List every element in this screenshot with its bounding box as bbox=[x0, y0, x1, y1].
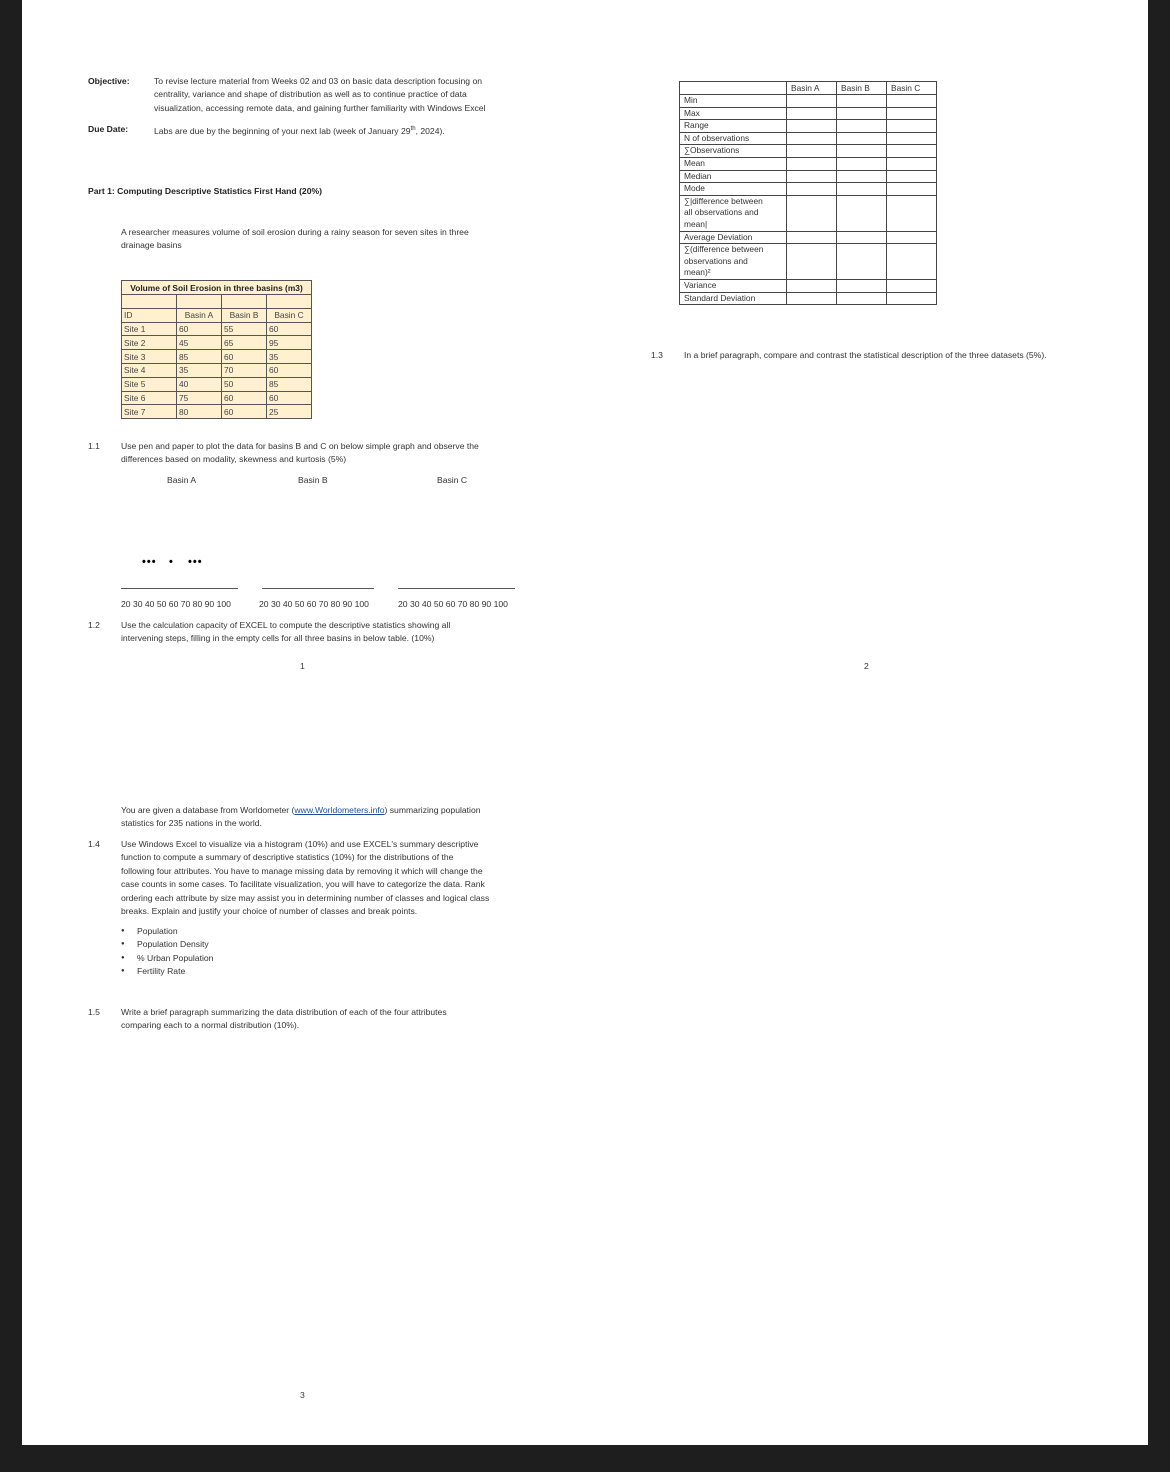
statistic-label-cell bbox=[680, 183, 787, 196]
graph-label-basin-b: Basin B bbox=[298, 475, 328, 485]
objective-line: To revise lecture material from Weeks 02 and 03 on basic data description focusing on bbox=[154, 76, 483, 86]
empty-answer-cell[interactable] bbox=[787, 145, 837, 158]
axis-ticks-basin-b: 20 30 40 50 60 70 80 90 100 bbox=[259, 599, 369, 609]
statistic-label-cell bbox=[680, 132, 787, 145]
erosion-value-cell: 70 bbox=[222, 363, 267, 377]
dot-plot-marks: ••• bbox=[142, 556, 157, 568]
empty-answer-cell[interactable] bbox=[887, 231, 937, 244]
column-header: Basin A bbox=[787, 82, 837, 95]
statistic-label-line: Average Deviation bbox=[684, 231, 753, 242]
table-row bbox=[680, 279, 937, 292]
dot-plot-marks: • bbox=[169, 556, 174, 568]
q1-4-line: case counts in some cases. To facilitate visualization, you will have to categorize the data. Rank bbox=[121, 879, 485, 890]
graph-label-basin-a: Basin A bbox=[167, 475, 197, 485]
erosion-value-cell: 60 bbox=[222, 350, 267, 364]
q1-4-line: following four attributes. You have to manage missing data by removing it which will change the bbox=[121, 865, 483, 876]
site-id-cell: Site 2 bbox=[122, 336, 177, 350]
empty-answer-cell[interactable] bbox=[887, 195, 937, 231]
table-row bbox=[680, 120, 937, 133]
statistic-label-cell bbox=[680, 170, 787, 183]
due-date-main: Labs are due by the beginning of your next lab (week of January 29 bbox=[154, 125, 411, 136]
q1-2-number: 1.2 bbox=[88, 620, 100, 630]
table-header-row bbox=[680, 82, 937, 95]
page-number-3: 3 bbox=[300, 1390, 305, 1400]
blank-cell bbox=[222, 295, 267, 309]
empty-answer-cell[interactable] bbox=[787, 183, 837, 196]
intro-line: A researcher measures volume of soil erosion during a rainy season for seven sites in three bbox=[121, 227, 469, 237]
empty-answer-cell[interactable] bbox=[837, 157, 887, 170]
q1-1-number: 1.1 bbox=[88, 441, 100, 451]
erosion-value-cell: 45 bbox=[177, 336, 222, 350]
statistic-label-line: Range bbox=[684, 120, 709, 131]
table-row bbox=[680, 95, 937, 108]
axis-line-basin-a bbox=[121, 588, 238, 589]
q1-1-line: differences based on modality, skewness and kurtosis (5%) bbox=[121, 454, 347, 465]
axis-line-basin-b bbox=[262, 588, 374, 589]
table-row bbox=[122, 405, 312, 419]
statistic-label-cell bbox=[680, 95, 787, 108]
list-item: ● Population Density bbox=[121, 938, 213, 951]
q1-4-line: Use Windows Excel to visualize via a histogram (10%) and use EXCEL's summary descriptive bbox=[121, 839, 479, 849]
table-row bbox=[680, 157, 937, 170]
blank-cell bbox=[267, 295, 312, 309]
q1-2-line: intervening steps, filling in the empty cells for all three basins in below table. (10%) bbox=[121, 633, 435, 644]
axis-ticks-basin-a: 20 30 40 50 60 70 80 90 100 bbox=[121, 599, 231, 609]
table-row bbox=[680, 145, 937, 158]
column-header: Basin A bbox=[177, 308, 222, 322]
site-id-cell: Site 4 bbox=[122, 363, 177, 377]
table-row bbox=[122, 336, 312, 350]
statistic-label-cell bbox=[680, 279, 787, 292]
erosion-value-cell: 40 bbox=[177, 377, 222, 391]
statistic-label-line: Min bbox=[684, 95, 698, 105]
empty-answer-cell[interactable] bbox=[837, 95, 887, 108]
empty-answer-cell[interactable] bbox=[787, 292, 837, 305]
erosion-table bbox=[121, 280, 312, 419]
statistic-label-line: Variance bbox=[684, 279, 717, 290]
site-id-cell: Site 3 bbox=[122, 350, 177, 364]
list-item: ● % Urban Population bbox=[121, 952, 213, 965]
q1-4-line: ordering each attribute by size may assist you in determining number of classes and logical class bbox=[121, 892, 490, 903]
statistic-label-line: mean)² bbox=[684, 267, 711, 278]
q1-4-number: 1.4 bbox=[88, 839, 100, 849]
erosion-value-cell: 50 bbox=[222, 377, 267, 391]
statistic-label-line: mean| bbox=[684, 218, 708, 229]
statistic-label-line: Max bbox=[684, 107, 700, 118]
empty-answer-cell[interactable] bbox=[887, 145, 937, 158]
site-id-cell: Site 6 bbox=[122, 391, 177, 405]
empty-answer-cell[interactable] bbox=[887, 157, 937, 170]
objective-line: centrality, variance and shape of distribution as well as to continue practice of data bbox=[154, 89, 467, 100]
empty-answer-cell[interactable] bbox=[837, 195, 887, 231]
axis-line-basin-c bbox=[398, 588, 515, 589]
worldometer-intro bbox=[121, 804, 541, 831]
worldometer-link[interactable]: www.Worldometers.info bbox=[294, 805, 385, 815]
list-item: ● Fertility Rate bbox=[121, 965, 213, 978]
column-header: Basin C bbox=[267, 308, 312, 322]
page-number-2: 2 bbox=[864, 661, 869, 671]
erosion-value-cell: 95 bbox=[267, 336, 312, 350]
erosion-value-cell: 60 bbox=[222, 405, 267, 419]
empty-answer-cell[interactable] bbox=[837, 145, 887, 158]
list-item: ● Population bbox=[121, 925, 213, 938]
statistic-label-cell bbox=[680, 195, 787, 231]
empty-answer-cell[interactable] bbox=[837, 231, 887, 244]
erosion-value-cell: 60 bbox=[267, 391, 312, 405]
q1-5-line: comparing each to a normal distribution (10%). bbox=[121, 1020, 300, 1031]
table-row bbox=[680, 231, 937, 244]
column-header: ID bbox=[122, 308, 177, 322]
erosion-value-cell: 85 bbox=[177, 350, 222, 364]
due-date-sup: th bbox=[410, 126, 416, 132]
objective-label: Objective: bbox=[88, 76, 130, 86]
table-row bbox=[122, 377, 312, 391]
erosion-value-cell: 80 bbox=[177, 405, 222, 419]
table-row bbox=[122, 322, 312, 336]
intro-line: statistics for 235 nations in the world. bbox=[121, 818, 262, 829]
empty-answer-cell[interactable] bbox=[887, 107, 937, 120]
empty-answer-cell[interactable] bbox=[837, 120, 887, 133]
empty-answer-cell[interactable] bbox=[787, 120, 837, 133]
empty-answer-cell[interactable] bbox=[837, 132, 887, 145]
statistic-label-line: Mode bbox=[684, 183, 705, 194]
empty-answer-cell[interactable] bbox=[787, 157, 837, 170]
blank-cell bbox=[177, 295, 222, 309]
statistic-label-line: ∑|difference between bbox=[684, 195, 763, 206]
statistic-label-cell bbox=[680, 244, 787, 280]
q1-1-line: Use pen and paper to plot the data for basins B and C on below simple graph and observe the bbox=[121, 441, 479, 451]
empty-answer-cell[interactable] bbox=[837, 292, 887, 305]
empty-answer-cell[interactable] bbox=[887, 132, 937, 145]
statistic-label-line: all observations and bbox=[684, 207, 759, 218]
page-number-1: 1 bbox=[300, 661, 305, 671]
objective-line: visualization, accessing remote data, and gaining further familiarity with Windows Excel bbox=[154, 102, 486, 113]
attribute-bullet-list bbox=[121, 925, 213, 979]
erosion-table-title: Volume of Soil Erosion in three basins (m3) bbox=[122, 281, 312, 295]
document-sheet bbox=[22, 0, 1148, 1445]
empty-answer-cell[interactable] bbox=[887, 183, 937, 196]
table-row bbox=[122, 363, 312, 377]
empty-answer-cell[interactable] bbox=[787, 279, 837, 292]
site-id-cell: Site 7 bbox=[122, 405, 177, 419]
statistic-label-cell bbox=[680, 120, 787, 133]
erosion-value-cell: 60 bbox=[267, 363, 312, 377]
intro-line bbox=[121, 804, 541, 817]
empty-answer-cell[interactable] bbox=[837, 107, 887, 120]
intro-text: ) summarizing population bbox=[384, 805, 481, 815]
table-row bbox=[680, 195, 937, 231]
erosion-value-cell: 75 bbox=[177, 391, 222, 405]
erosion-value-cell: 85 bbox=[267, 377, 312, 391]
table-row bbox=[122, 391, 312, 405]
column-header: Basin B bbox=[222, 308, 267, 322]
statistic-label-cell bbox=[680, 107, 787, 120]
erosion-value-cell: 25 bbox=[267, 405, 312, 419]
graph-label-basin-c: Basin C bbox=[437, 475, 468, 485]
erosion-value-cell: 60 bbox=[177, 322, 222, 336]
table-row bbox=[680, 292, 937, 305]
statistic-label-line: ∑Observations bbox=[684, 145, 740, 156]
statistic-label-cell bbox=[680, 157, 787, 170]
q1-2-text bbox=[121, 619, 541, 646]
blank-cell bbox=[122, 295, 177, 309]
statistic-label-cell bbox=[680, 231, 787, 244]
column-header: Basin C bbox=[887, 82, 937, 95]
q1-4-line: breaks. Explain and justify your choice of number of classes and break points. bbox=[121, 906, 418, 917]
empty-answer-cell[interactable] bbox=[787, 231, 837, 244]
table-row bbox=[680, 170, 937, 183]
q1-2-line: Use the calculation capacity of EXCEL to compute the descriptive statistics showing all bbox=[121, 620, 451, 630]
statistic-label-cell bbox=[680, 145, 787, 158]
q1-4-text bbox=[121, 838, 546, 918]
table-header-row bbox=[122, 308, 312, 322]
q1-1-text bbox=[121, 440, 541, 467]
due-date-label: Due Date: bbox=[88, 124, 129, 134]
dot-plot-marks: ••• bbox=[188, 556, 203, 568]
empty-answer-cell[interactable] bbox=[887, 279, 937, 292]
column-header: Basin B bbox=[837, 82, 887, 95]
erosion-value-cell: 60 bbox=[267, 322, 312, 336]
site-id-cell: Site 5 bbox=[122, 377, 177, 391]
table-row bbox=[680, 132, 937, 145]
table-row bbox=[680, 244, 937, 280]
table-row bbox=[680, 107, 937, 120]
q1-5-number: 1.5 bbox=[88, 1007, 100, 1017]
erosion-value-cell: 35 bbox=[177, 363, 222, 377]
statistic-label-line: ∑(difference between bbox=[684, 244, 764, 255]
erosion-value-cell: 35 bbox=[267, 350, 312, 364]
empty-answer-cell[interactable] bbox=[887, 95, 937, 108]
empty-answer-cell[interactable] bbox=[787, 95, 837, 108]
q1-4-line: function to compute a summary of descriptive statistics (10%) for the distributions of the bbox=[121, 852, 454, 863]
empty-answer-cell[interactable] bbox=[887, 120, 937, 133]
statistic-label-line: observations and bbox=[684, 255, 748, 266]
part1-heading: Part 1: Computing Descriptive Statistics First Hand (20%) bbox=[88, 186, 322, 196]
statistic-label-line: Median bbox=[684, 170, 712, 181]
statistic-label-line: Mean bbox=[684, 157, 705, 168]
empty-answer-cell[interactable] bbox=[887, 244, 937, 280]
axis-ticks-basin-c: 20 30 40 50 60 70 80 90 100 bbox=[398, 599, 508, 609]
q1-3-number: 1.3 bbox=[651, 350, 663, 360]
erosion-value-cell: 60 bbox=[222, 391, 267, 405]
empty-answer-cell[interactable] bbox=[787, 170, 837, 183]
empty-answer-cell[interactable] bbox=[787, 132, 837, 145]
empty-answer-cell[interactable] bbox=[837, 279, 887, 292]
statistic-label-line: N of observations bbox=[684, 132, 750, 143]
intro-line: drainage basins bbox=[121, 240, 182, 251]
intro-text: You are given a database from Worldometer ( bbox=[121, 805, 295, 815]
table-row bbox=[680, 183, 937, 196]
statistic-label-cell bbox=[680, 292, 787, 305]
empty-answer-cell[interactable] bbox=[787, 195, 837, 231]
blank-header bbox=[680, 82, 787, 95]
empty-answer-cell[interactable] bbox=[887, 170, 937, 183]
statistic-label-line: Standard Deviation bbox=[684, 292, 756, 303]
q1-3-text: In a brief paragraph, compare and contrast the statistical description of the three datasets (5%). bbox=[684, 350, 1047, 360]
erosion-intro bbox=[121, 226, 469, 253]
site-id-cell: Site 1 bbox=[122, 322, 177, 336]
q1-5-line: Write a brief paragraph summarizing the data distribution of each of the four attributes bbox=[121, 1007, 447, 1017]
due-date-tail: , 2024). bbox=[415, 125, 445, 136]
erosion-value-cell: 55 bbox=[222, 322, 267, 336]
due-date-text bbox=[154, 123, 445, 138]
objective-text bbox=[154, 75, 554, 115]
empty-answer-cell[interactable] bbox=[887, 292, 937, 305]
table-row bbox=[122, 350, 312, 364]
empty-answer-cell[interactable] bbox=[837, 170, 887, 183]
q1-5-text bbox=[121, 1006, 541, 1033]
empty-answer-cell[interactable] bbox=[787, 107, 837, 120]
empty-answer-cell[interactable] bbox=[837, 244, 887, 280]
descriptive-stats-table bbox=[679, 81, 937, 305]
empty-answer-cell[interactable] bbox=[787, 244, 837, 280]
erosion-value-cell: 65 bbox=[222, 336, 267, 350]
empty-answer-cell[interactable] bbox=[837, 183, 887, 196]
